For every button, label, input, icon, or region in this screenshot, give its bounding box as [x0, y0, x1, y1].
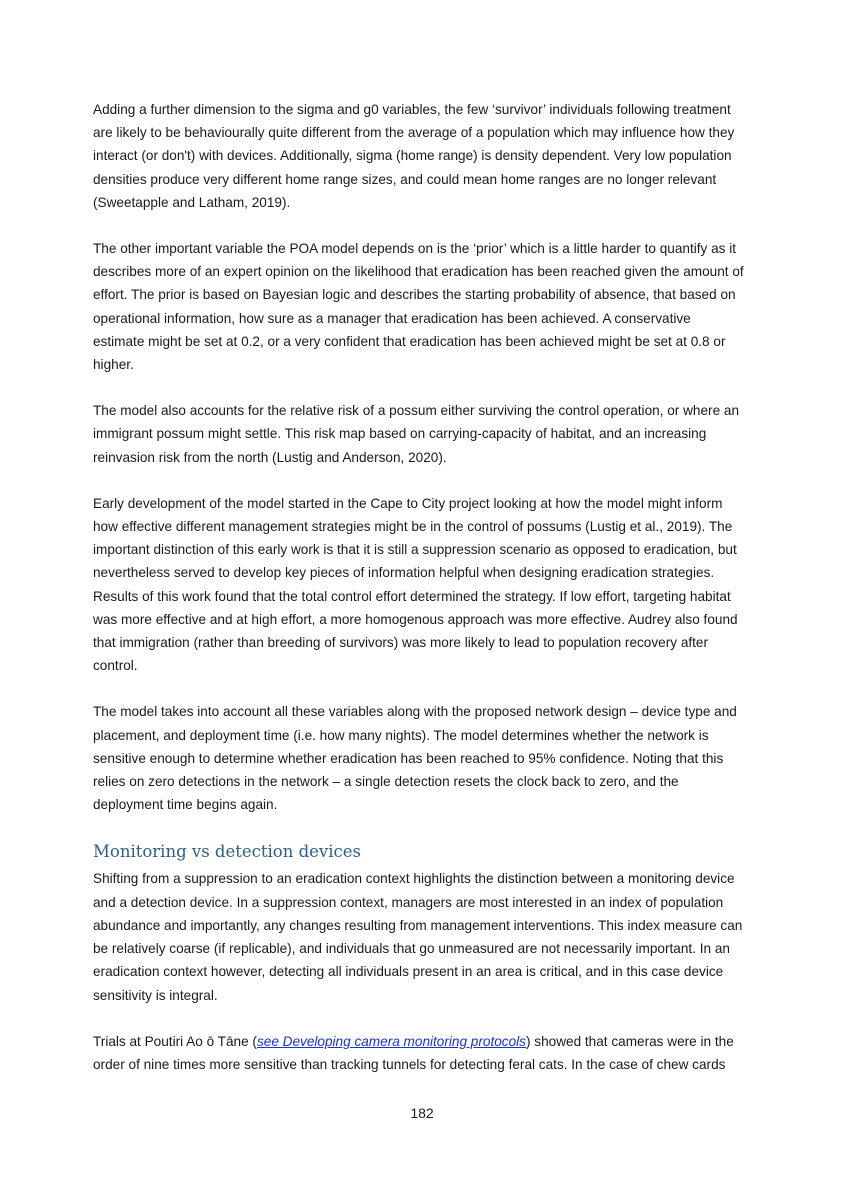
paragraph-sigma-g0: Adding a further dimension to the sigma and g0 variables, the few ‘survivor’ individuals following treatment are likely to be behaviourally quite different from the average of a population which may influence how they interact (or don't) with devices. Additionally, sigma (home range) is density dependent. Very low population densities produce very different home range sizes, and could mean home ranges are no longer relevant (Sweetapple and Latham, 2019). [93, 102, 735, 210]
page-body [93, 98, 745, 1099]
paragraph-cape-to-city: Early development of the model started in the Cape to City project looking at how the model might inform how effective different management strategies might be in the control of possums (Lustig et al., 2019). The important distinction of this early work is that it is still a suppression scenario as opposed to eradication, but nevertheless served to develop key pieces of information helpful when designing eradication strategies. Results of this work found that the total control effort determined the strategy. If low effort, targeting habitat was more effective and at high effort, a more homogenous approach was more effective. Audrey also found that immigration (rather than breeding of survivors) was more likely to lead to population recovery after control. [93, 495, 738, 674]
paragraph-risk-map: The model also accounts for the relative risk of a possum either surviving the control operation, or where an immigrant possum might settle. This risk map based on carrying-capacity of habitat, and an increasing reinvasion risk from the north (Lustig and Anderson, 2020). [93, 403, 740, 465]
paragraph-monitoring-vs-detection: Shifting from a suppression to an eradication context highlights the distinction between a monitoring device and a detection device. In a suppression context, managers are most interested in an index of population abundance and importantly, any changes resulting from management interventions. This index measure can be relatively coarse (if replicable), and individuals that go unmeasured are not necessarily important. In an eradication context however, detecting all individuals present in an area is critical, and in this case device sensitivity is integral. [93, 871, 743, 1003]
paragraph-network-design: The model takes into account all these variables along with the proposed network design – device type and placement, and deployment time (i.e. how many nights). The model determines whether the network is sensitive enough to determine whether eradication has been reached to 95% confidence. Noting that this relies on zero detections in the network – a single detection resets the clock back to zero, and the deployment time begins again. [93, 704, 737, 813]
trial-text-before: Trials at Poutiri Ao ō Tāne ( [93, 1033, 257, 1049]
section-heading: Monitoring vs detection devices [93, 842, 362, 862]
paragraph-trials [93, 1030, 745, 1076]
paragraph-prior: The other important variable the POA model depends on is the ‘prior’ which is a little harder to quantify as it describes more of an expert opinion on the likelihood that eradication has been reached given the amount of effort. The prior is based on Bayesian logic and describes the starting probability of absence, that based on operational information, how sure as a manager that eradication has been achieved. A conservative estimate might be set at 0.2, or a very confident that eradication has been achieved might be set at 0.8 or higher. [93, 241, 744, 373]
camera-protocols-link[interactable]: see Developing camera monitoring protocols [256, 1033, 526, 1049]
trial-text-after: ) showed that cameras were in the order of nine times more sensitive than tracking tunnels for detecting feral cats. In the case of chew cards [93, 1033, 734, 1072]
page-number: 182 [410, 1105, 434, 1121]
